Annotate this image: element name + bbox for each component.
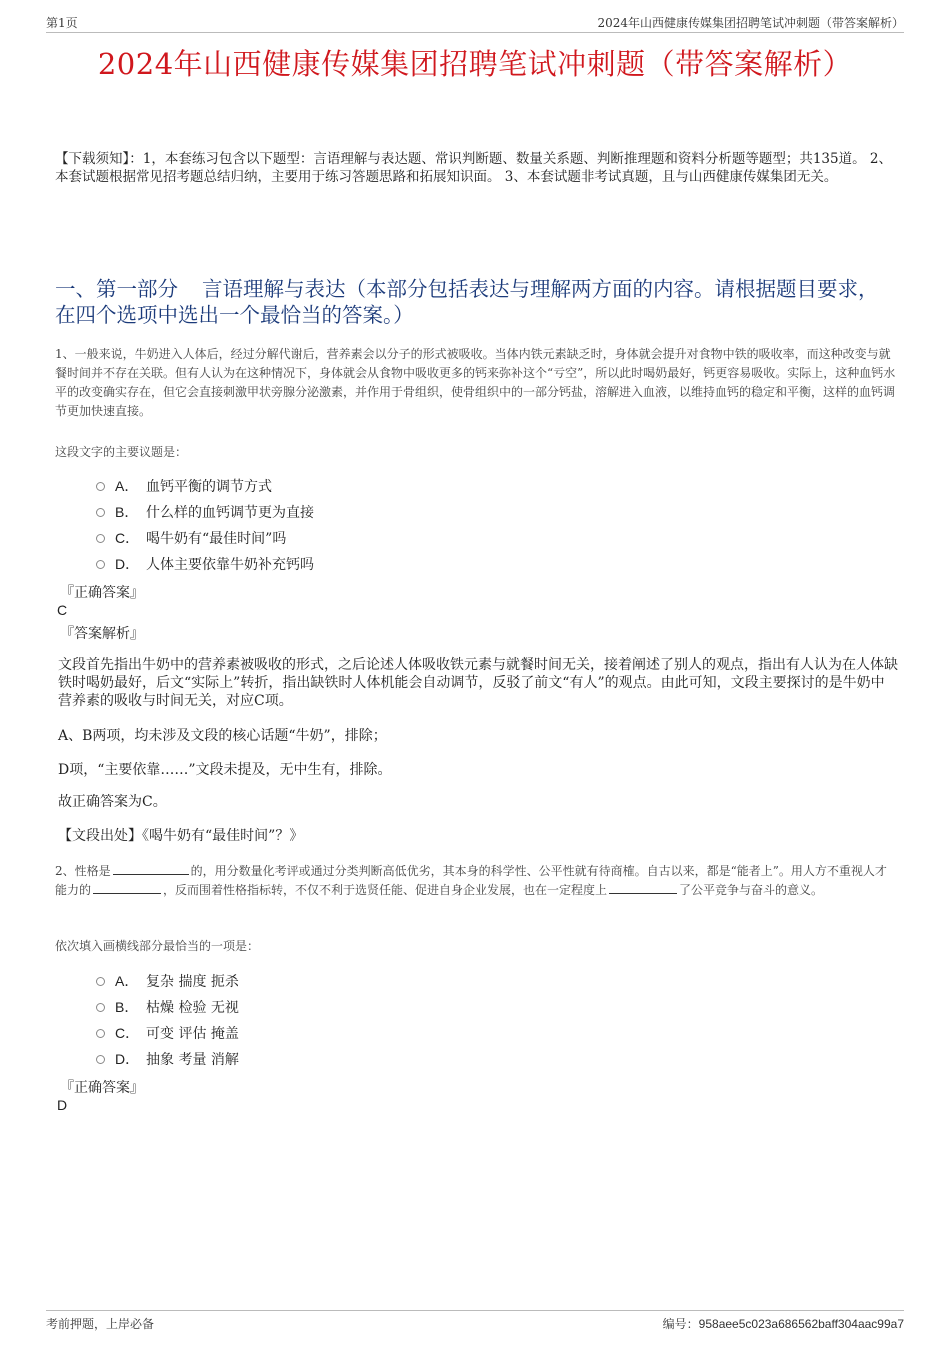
question-2-prompt: 依次填入画横线部分最恰当的一项是： — [55, 939, 260, 953]
radio-icon[interactable] — [96, 1029, 105, 1038]
analysis-paragraph: A、B两项，均未涉及文段的核心话题“牛奶”，排除； — [58, 728, 387, 744]
question-1-options — [96, 473, 314, 577]
radio-icon[interactable] — [96, 977, 105, 986]
option-c[interactable]: C． 可变 评估 掩盖 — [96, 1020, 239, 1046]
section-name: 言语理解与表达（本部分包括表达与理解两方面的内容。请根据题目要求，在四个选项中选出一个最恰当的答案。） — [55, 277, 879, 327]
passage-source: 【文段出处】《喝牛奶有“最佳时间”？》 — [58, 828, 304, 844]
option-a[interactable]: A． 血钙平衡的调节方式 — [96, 473, 314, 499]
analysis-label: 『答案解析』 — [60, 626, 144, 642]
download-notice: 【下载须知】：1，本套练习包含以下题型：言语理解与表达题、常识判断题、数量关系题、判断推理题和资料分析题等题型；共135道。 2、本套试题根据常见招考题总结归纳，主要用于练习答题思路和拓展知识面。 3、本套试题非考试真题，且与山西健康传媒集团无关。 — [55, 151, 892, 185]
fill-blank — [113, 862, 189, 875]
radio-icon[interactable] — [96, 560, 105, 569]
answer-label: 『正确答案』 — [60, 585, 144, 601]
question-1-prompt: 这段文字的主要议题是： — [55, 445, 188, 459]
answer-value: D — [57, 1097, 68, 1113]
answer-value: C — [57, 602, 68, 618]
header-doc-title: 2024年山西健康传媒集团招聘笔试冲刺题（带答案解析） — [597, 16, 904, 30]
option-a[interactable]: A． 复杂 揣度 扼杀 — [96, 968, 239, 994]
document-code: 编号：958aee5c023a686562baff304aac99a7 — [662, 1317, 904, 1331]
page-footer — [46, 1310, 904, 1331]
option-d[interactable]: D． 人体主要依靠牛奶补充钙吗 — [96, 551, 314, 577]
question-2-text: 2、性格是 的，用分数量化考评或通过分类判断高低优劣，其本身的科学性、公平性就有待商榷。自古以来，都是“能者上”。用人方不重视人才能力的 ，反而围着性格指标转，不仅不利于选贤任能、促进自身企业发展，也在一定程度上 了公平竞争与奋斗的意义。 — [55, 864, 887, 897]
radio-icon[interactable] — [96, 1055, 105, 1064]
radio-icon[interactable] — [96, 508, 105, 517]
radio-icon[interactable] — [96, 534, 105, 543]
option-c[interactable]: C． 喝牛奶有“最佳时间”吗 — [96, 525, 314, 551]
page-number: 第1页 — [46, 16, 78, 30]
option-d[interactable]: D． 抽象 考量 消解 — [96, 1046, 239, 1072]
section-part: 一、第一部分 — [55, 277, 178, 301]
analysis-paragraph: 故正确答案为C。 — [58, 794, 167, 810]
analysis-paragraph: 文段首先指出牛奶中的营养素被吸收的形式，之后论述人体吸收铁元素与就餐时间无关，接着阐述了别人的观点，指出有人认为在人体缺铁时喝奶最好，后文“实际上”转折，指出缺铁时人体机能会自动调节，反驳了前文“有人”的观点。由此可知，文段主要探讨的是牛奶中营养素的吸收与时间无关，对应C项。 — [58, 657, 898, 709]
section-heading — [55, 276, 892, 328]
fill-blank — [609, 881, 677, 894]
footer-slogan: 考前押题，上岸必备 — [46, 1317, 155, 1331]
radio-icon[interactable] — [96, 1003, 105, 1012]
option-b[interactable]: B． 什么样的血钙调节更为直接 — [96, 499, 314, 525]
option-b[interactable]: B． 枯燥 检验 无视 — [96, 994, 239, 1020]
page-header — [46, 14, 904, 33]
question-2-options — [96, 968, 239, 1072]
document-title: 2024年山西健康传媒集团招聘笔试冲刺题（带答案解析） — [97, 47, 853, 81]
radio-icon[interactable] — [96, 482, 105, 491]
question-1-text: 1、一般来说，牛奶进入人体后，经过分解代谢后，营养素会以分子的形式被吸收。当体内铁元素缺乏时，身体就会提升对食物中铁的吸收率，而这种改变与就餐时间并不存在关联。但有人认为在这种情况下，身体就会从食物中吸收更多的钙来弥补这个“亏空”，所以此时喝奶最好，钙更容易吸收。实际上，这种血钙水平的改变确实存在，但它会直接刺激甲状旁腺分泌激素，并作用于骨组织，使骨组织中的一部分钙盐，溶解进入血液，以维持血钙的稳定和平衡，这样的血钙调节更加快速直接。 — [55, 347, 896, 418]
analysis-paragraph: D项，“主要依靠……”文段未提及，无中生有，排除。 — [58, 762, 392, 778]
answer-label: 『正确答案』 — [60, 1080, 144, 1096]
fill-blank — [93, 881, 161, 894]
